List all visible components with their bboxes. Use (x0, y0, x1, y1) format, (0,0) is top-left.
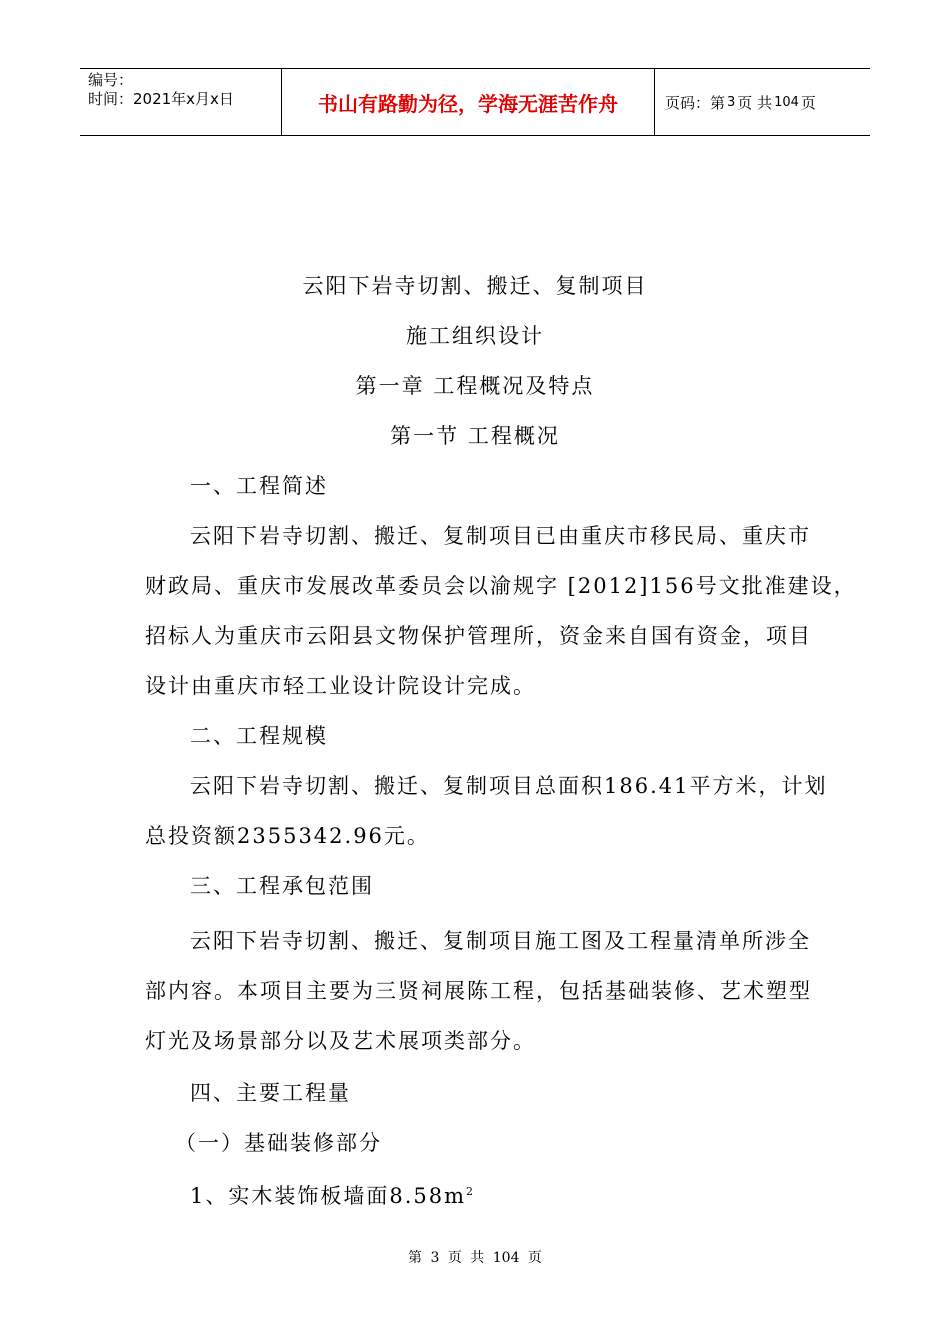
subheading-4-1: （一）基础装修部分 (175, 1131, 382, 1155)
paragraph-2-line-1: 云阳下岩寺切割、搬迁、复制项目总面积186.41平方米，计划 (190, 774, 828, 798)
doc-subtitle: 施工组织设计 (406, 324, 544, 348)
list-item-1 (190, 1180, 475, 1210)
heading-4: 四、主要工程量 (190, 1081, 351, 1105)
header-meta (80, 69, 282, 135)
doc-title: 云阳下岩寺切割、搬迁、复制项目 (302, 274, 648, 298)
time-label: 时间：2021年x月x日 (88, 90, 234, 108)
paragraph-3-line-2: 部内容。本项目主要为三贤祠展陈工程，包括基础装修、艺术塑型 (145, 979, 812, 1003)
paragraph-1-line-3: 招标人为重庆市云阳县文物保护管理所，资金来自国有资金，项目 (145, 624, 812, 648)
page-prefix: 页码：第 (665, 93, 726, 112)
paragraph-3-line-1: 云阳下岩寺切割、搬迁、复制项目施工图及工程量清单所涉全 (190, 929, 811, 953)
number-label: 编号： (88, 71, 134, 89)
paragraph-1-line-1: 云阳下岩寺切割、搬迁、复制项目已由重庆市移民局、重庆市 (190, 524, 811, 548)
page-total: 104 (774, 94, 799, 110)
heading-3: 三、工程承包范围 (190, 874, 374, 898)
header-motto: 书山有路勤为径，学海无涯苦作舟 (282, 69, 655, 135)
header-page-info (655, 69, 870, 135)
page-suffix: 页 (800, 93, 816, 112)
paragraph-1-line-2: 财政局、重庆市发展改革委员会以渝规字 [2012]156号文批准建设， (145, 574, 857, 598)
paragraph-3-line-3: 灯光及场景部分以及艺术展项类部分。 (145, 1029, 536, 1053)
list-item-1-text: 1、实木装饰板墙面8.58m (190, 1184, 467, 1208)
page-footer: 第 3 页 共 104 页 (408, 1250, 542, 1266)
page-number: 3 (727, 94, 736, 110)
chapter-heading: 第一章 工程概况及特点 (355, 374, 595, 398)
page-mid: 页 共 (737, 93, 773, 112)
list-item-1-superscript: 2 (466, 1185, 476, 1198)
heading-1: 一、工程简述 (190, 474, 328, 498)
paragraph-1-line-4: 设计由重庆市轻工业设计院设计完成。 (145, 674, 536, 698)
section-heading: 第一节 工程概况 (390, 424, 560, 448)
paragraph-2-line-2: 总投资额2355342.96元。 (145, 824, 430, 848)
heading-2: 二、工程规模 (190, 724, 328, 748)
document-header (80, 68, 870, 136)
